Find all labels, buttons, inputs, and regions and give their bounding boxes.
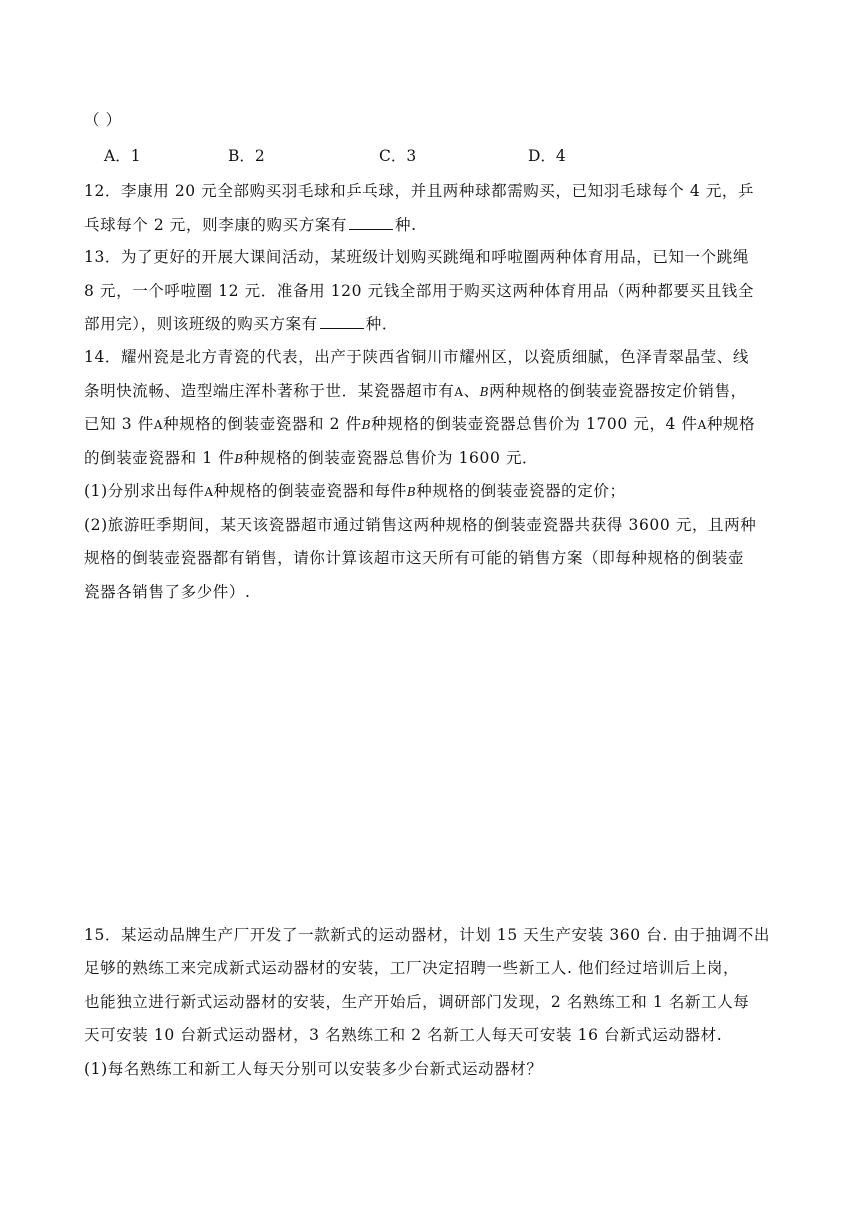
q14-var-a: A — [454, 385, 464, 399]
q14-line-3-b: 种规格的倒装壶瓷器和 2 件 — [163, 415, 362, 433]
q13-line-3-text: 部用完），则该班级的购买方案有 — [84, 315, 318, 333]
q14-var-a: A — [204, 485, 214, 499]
q11-option-b: B．2 — [228, 147, 265, 165]
q15-line-3: 也能独立进行新式运动器材的安装，生产开始后，调研部门发现，2 名熟练工和 1 名新工人每 — [84, 993, 750, 1011]
q13-line-1: 13．为了更好的开展大课间活动，某班级计划购买跳绳和呼啦圈两种体育用品，已知一个跳绳 — [84, 248, 749, 266]
q14-var-b: B — [234, 452, 244, 466]
q14-line-3 — [84, 414, 755, 435]
q14-var-b: B — [479, 385, 490, 399]
q14-part-1-b: 种规格的倒装壶瓷器和每件 — [213, 482, 407, 500]
q12-line-1: 12．李康用 20 元全部购买羽毛球和乒乓球，并且两种球都需购买，已知羽毛球每个 4 元，乒 — [84, 182, 755, 200]
q12-line-2-end: 种. — [395, 216, 417, 234]
q14-part-2-line-3: 瓷器各销售了多少件）. — [84, 583, 251, 601]
q14-line-1: 14．耀州瓷是北方青瓷的代表，出产于陕西省铜川市耀州区，以瓷质细腻，色泽青翠晶莹、线 — [84, 348, 749, 366]
q14-line-3-a: 已知 3 件 — [84, 415, 154, 433]
q14-line-4 — [84, 448, 538, 469]
q14-part-2-line-2: 规格的倒装壶瓷器都有销售，请你计算该超市这天所有可能的销售方案（即每种规格的倒装壶 — [84, 549, 745, 567]
q11-option-d: D．4 — [528, 147, 566, 165]
q13-line-3 — [84, 314, 398, 334]
q11-option-c: C．3 — [379, 147, 417, 165]
q13-line-3-end: 种． — [365, 315, 398, 333]
q11-option-a: A．1 — [104, 147, 141, 165]
q14-var-b: B — [361, 418, 372, 432]
q15-line-1: 15．某运动品牌生产厂开发了一款新式的运动器材，计划 15 天生产安装 360 台. 由于抽调不出 — [84, 926, 770, 944]
q14-line-2 — [84, 381, 747, 402]
q15-line-4: 天可安装 10 台新式运动器材，3 名熟练工和 2 名新工人每天可安装 16 台新式运动器材. — [84, 1026, 723, 1044]
q13-answer-blank — [320, 314, 364, 329]
q11-paren: （ ） — [84, 111, 122, 129]
q14-part-1-c: 种规格的倒装壶瓷器的定价； — [416, 482, 626, 500]
q12-line-2 — [84, 215, 417, 235]
q14-var-a: A — [153, 418, 164, 432]
q12-answer-blank — [349, 215, 393, 230]
q13-line-2: 8 元，一个呼啦圈 12 元．准备用 120 元钱全部用于购买这两种体育用品（两种都要买且钱全 — [84, 282, 755, 300]
q14-separator: 、 — [463, 382, 480, 400]
q14-line-3-d: 种规格 — [706, 415, 756, 433]
q14-line-3-c: 种规格的倒装壶瓷器总售价为 1700 元，4 件 — [371, 415, 698, 433]
q14-line-2-text: 条明快流畅、造型端庄浑朴著称于世．某瓷器超市有 — [84, 382, 455, 400]
q14-part-1-a: (1)分别求出每件 — [84, 482, 205, 500]
q15-part-1: (1)每名熟练工和新工人每天分别可以安装多少台新式运动器材？ — [84, 1060, 543, 1078]
q14-line-2-end: 两种规格的倒装壶瓷器按定价销售， — [489, 382, 747, 400]
q12-line-2-text: 乓球每个 2 元，则李康的购买方案有 — [84, 216, 348, 234]
q14-line-4-b: 种规格的倒装壶瓷器总售价为 1600 元． — [243, 449, 539, 467]
q15-line-2: 足够的熟练工来完成新式运动器材的安装，工厂决定招聘一些新工人. 他们经过培训后上岗， — [84, 959, 740, 977]
q14-var-b: B — [406, 485, 417, 499]
q14-part-2-line-1: (2)旅游旺季期间，某天该瓷器超市通过销售这两种规格的倒装壶瓷器共获得 3600 元，且两种 — [84, 516, 757, 534]
q14-var-a: A — [697, 418, 707, 432]
q14-line-4-a: 的倒装壶瓷器和 1 件 — [84, 449, 235, 467]
q14-part-1 — [84, 481, 626, 502]
